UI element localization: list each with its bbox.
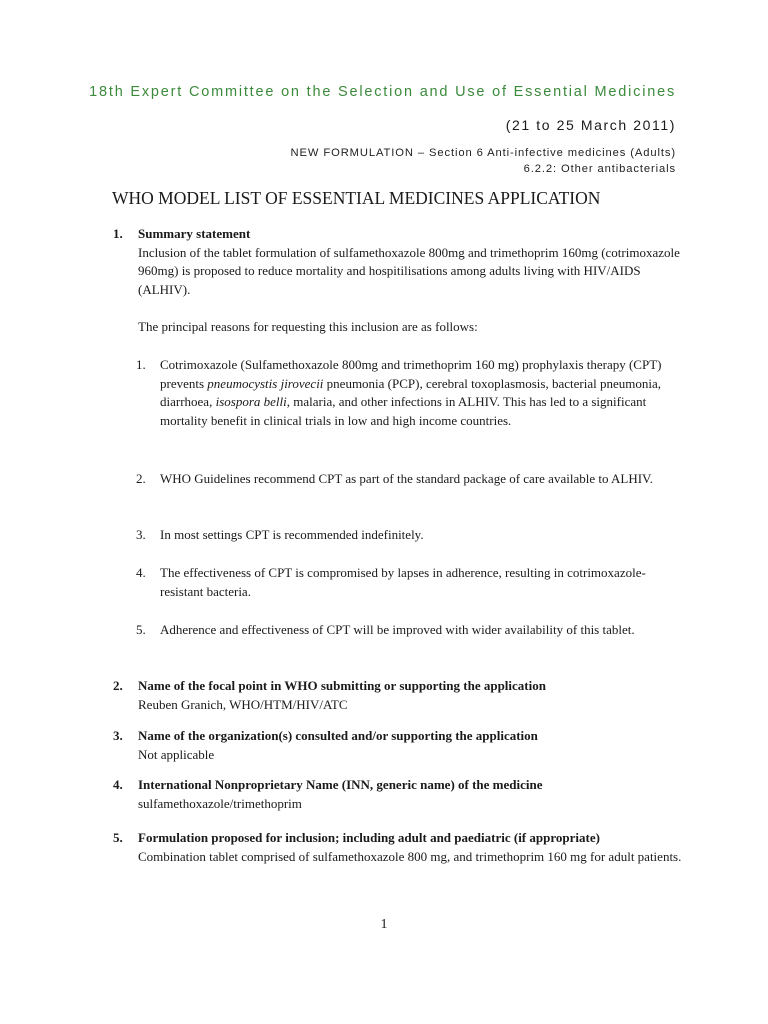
section-organizations [113, 727, 693, 764]
section-number: 5. [113, 830, 123, 845]
reasons-intro [113, 318, 693, 337]
italic-term: pneumocystis jirovecii [207, 375, 324, 391]
page-number: 1 [380, 917, 388, 932]
page-title: WHO MODEL LIST OF ESSENTIAL MEDICINES APPLICATION [112, 188, 601, 208]
reason-number: 5. [136, 622, 146, 637]
section-body: Combination tablet comprised of sulfamethoxazole 800 mg, and trimethoprim 160 mg for adult patients. [138, 848, 682, 864]
italic-term: isospora belli [215, 394, 287, 409]
reason-item [136, 470, 686, 489]
section-number: 2. [113, 678, 123, 693]
reason-number: 1. [136, 357, 146, 372]
section-inn [113, 776, 693, 813]
reasons-intro-text: The principal reasons for requesting this inclusion are as follows: [138, 319, 478, 334]
section-heading: Name of the focal point in WHO submitting or supporting the application [138, 678, 546, 693]
reason-text: Adherence and effectiveness of CPT will be improved with wider availability of this tablet. [160, 622, 635, 637]
section-formulation [113, 829, 693, 866]
reason-text: In most settings CPT is recommended indefinitely. [160, 527, 424, 542]
reason-item [136, 621, 686, 640]
section-body: Inclusion of the tablet formulation of sulfamethoxazole 800mg and trimethoprim 160mg (cotrimoxazole 960mg) is proposed to reduce mortality and hospitilisations among adults living with HIV/AIDS (ALHIV). [138, 244, 680, 297]
reason-number: 3. [136, 527, 146, 542]
section-summary [113, 225, 693, 299]
reason-number: 2. [136, 471, 146, 486]
section-number: 3. [113, 728, 123, 743]
section-heading: Summary statement [138, 226, 251, 241]
reason-text: Cotrimoxazole (Sulfamethoxazole 800mg and trimethoprim 160 mg) prophylaxis therapy (CPT) prevents pneumocystis jirovecii pneumonia (PCP), cerebral toxoplasmosis, bacterial pneumonia, diarrhoea, isospora belli, malaria, and other infections in ALHIV. This has led to a significant mortality benefit in clinical trials in low and high income countries. [160, 357, 662, 428]
section-heading: International Nonproprietary Name (INN, generic name) of the medicine [138, 777, 543, 792]
reason-item [136, 564, 686, 601]
section-heading: Formulation proposed for inclusion; including adult and paediatric (if appropriate) [138, 830, 600, 845]
reason-item [136, 356, 686, 430]
section-number: 1. [113, 226, 123, 241]
subsection-label: 6.2.2: Other antibacterials [523, 163, 676, 175]
section-focal-point [113, 677, 693, 714]
committee-title: 18th Expert Committee on the Selection and Use of Essential Medicines [89, 84, 676, 100]
formulation-label: NEW FORMULATION – Section 6 Anti-infective medicines (Adults) [290, 147, 676, 159]
section-body: Reuben Granich, WHO/HTM/HIV/ATC [138, 696, 348, 712]
meeting-dates: (21 to 25 March 2011) [505, 117, 676, 133]
reason-item [136, 526, 686, 545]
section-heading: Name of the organization(s) consulted and/or supporting the application [138, 728, 538, 743]
reason-text: WHO Guidelines recommend CPT as part of the standard package of care available to ALHIV. [160, 471, 653, 486]
section-body: sulfamethoxazole/trimethoprim [138, 795, 302, 811]
reason-text: The effectiveness of CPT is compromised by lapses in adherence, resulting in cotrimoxazole-resistant bacteria. [160, 565, 646, 599]
section-number: 4. [113, 777, 123, 792]
reason-number: 4. [136, 565, 146, 580]
section-body: Not applicable [138, 746, 215, 762]
